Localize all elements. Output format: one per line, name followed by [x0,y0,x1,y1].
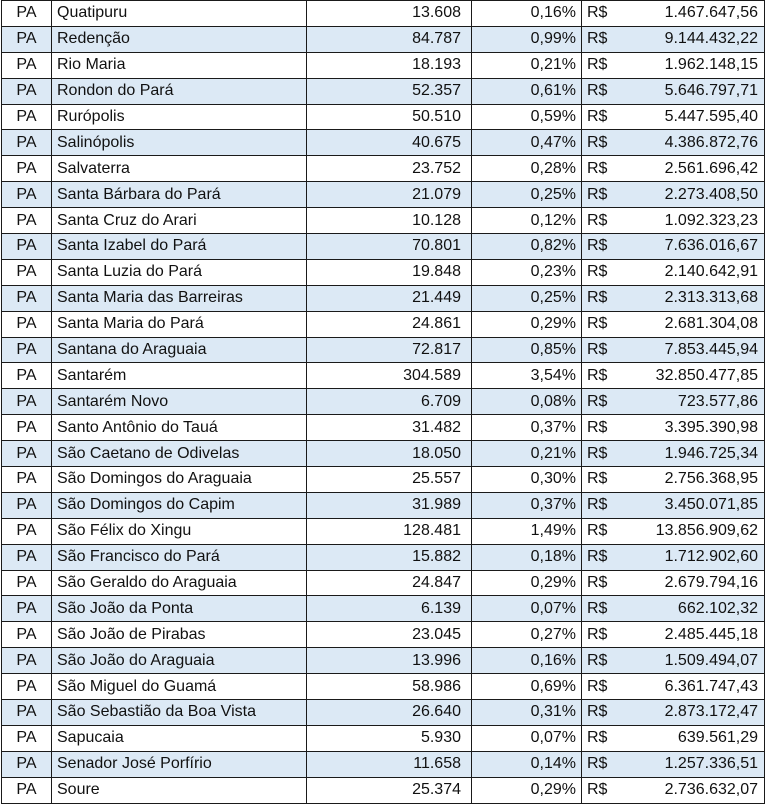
percentage-cell: 0,69% [472,674,582,700]
amount-cell: 2.681.304,08 [629,311,765,337]
state-cell: PA [2,389,52,415]
amount-cell: 4.386.872,76 [629,130,765,156]
table-row [2,285,765,311]
currency-cell: R$ [582,311,629,337]
amount-cell: 3.395.390,98 [629,415,765,441]
population-cell: 18.050 [307,441,472,467]
municipality-cell: Santana do Araguaia [52,337,307,363]
state-cell: PA [2,156,52,182]
amount-cell: 6.361.747,43 [629,674,765,700]
population-cell: 18.193 [307,52,472,78]
table-row [2,337,765,363]
currency-cell: R$ [582,622,629,648]
currency-cell: R$ [582,130,629,156]
population-cell: 5.930 [307,725,472,751]
amount-cell: 3.450.071,85 [629,492,765,518]
amount-cell: 1.712.902,60 [629,544,765,570]
municipality-cell: Santa Izabel do Pará [52,234,307,260]
state-cell: PA [2,285,52,311]
municipality-cell: Soure [52,777,307,803]
table-row [2,700,765,726]
population-cell: 25.557 [307,467,472,493]
percentage-cell: 0,07% [472,725,582,751]
amount-cell: 2.756.368,95 [629,467,765,493]
amount-cell: 723.577,86 [629,389,765,415]
amount-cell: 2.736.632,07 [629,777,765,803]
state-cell: PA [2,78,52,104]
population-cell: 21.079 [307,182,472,208]
state-cell: PA [2,130,52,156]
state-cell: PA [2,208,52,234]
percentage-cell: 0,14% [472,751,582,777]
percentage-cell: 0,07% [472,596,582,622]
table-row [2,156,765,182]
municipality-cell: Santa Maria das Barreiras [52,285,307,311]
population-cell: 58.986 [307,674,472,700]
amount-cell: 639.561,29 [629,725,765,751]
amount-cell: 32.850.477,85 [629,363,765,389]
percentage-cell: 0,29% [472,311,582,337]
population-cell: 19.848 [307,259,472,285]
table-row [2,648,765,674]
currency-cell: R$ [582,389,629,415]
population-cell: 304.589 [307,363,472,389]
population-cell: 13.996 [307,648,472,674]
percentage-cell: 0,99% [472,26,582,52]
state-cell: PA [2,311,52,337]
table-row [2,596,765,622]
state-cell: PA [2,415,52,441]
currency-cell: R$ [582,674,629,700]
table-body [2,1,765,804]
state-cell: PA [2,570,52,596]
table-row [2,104,765,130]
percentage-cell: 3,54% [472,363,582,389]
table-row [2,26,765,52]
currency-cell: R$ [582,751,629,777]
municipality-cell: Santa Maria do Pará [52,311,307,337]
table-row [2,311,765,337]
percentage-cell: 0,28% [472,156,582,182]
municipality-cell: Quatipuru [52,1,307,27]
state-cell: PA [2,674,52,700]
municipality-cell: São Miguel do Guamá [52,674,307,700]
municipality-cell: Sapucaia [52,725,307,751]
amount-cell: 2.140.642,91 [629,259,765,285]
population-cell: 72.817 [307,337,472,363]
percentage-cell: 0,82% [472,234,582,260]
currency-cell: R$ [582,156,629,182]
table-row [2,363,765,389]
percentage-cell: 0,23% [472,259,582,285]
amount-cell: 1.257.336,51 [629,751,765,777]
percentage-cell: 0,47% [472,130,582,156]
percentage-cell: 0,37% [472,415,582,441]
table-row [2,674,765,700]
table-row [2,544,765,570]
state-cell: PA [2,467,52,493]
percentage-cell: 0,21% [472,52,582,78]
currency-cell: R$ [582,700,629,726]
table-row [2,751,765,777]
currency-cell: R$ [582,518,629,544]
population-cell: 84.787 [307,26,472,52]
percentage-cell: 0,25% [472,182,582,208]
percentage-cell: 0,61% [472,78,582,104]
municipality-cell: São João da Ponta [52,596,307,622]
amount-cell: 2.561.696,42 [629,156,765,182]
currency-cell: R$ [582,285,629,311]
state-cell: PA [2,751,52,777]
municipality-cell: Santa Bárbara do Pará [52,182,307,208]
state-cell: PA [2,1,52,27]
table-row [2,182,765,208]
population-cell: 31.482 [307,415,472,441]
table-row [2,259,765,285]
amount-cell: 7.636.016,67 [629,234,765,260]
population-cell: 13.608 [307,1,472,27]
municipality-cell: São João de Pirabas [52,622,307,648]
state-cell: PA [2,441,52,467]
municipality-cell: Santarém [52,363,307,389]
table-row [2,622,765,648]
table-row [2,1,765,27]
percentage-cell: 0,08% [472,389,582,415]
municipality-cell: São Caetano de Odivelas [52,441,307,467]
population-cell: 24.861 [307,311,472,337]
currency-cell: R$ [582,234,629,260]
municipality-cell: São Sebastião da Boa Vista [52,700,307,726]
percentage-cell: 0,29% [472,570,582,596]
percentage-cell: 0,31% [472,700,582,726]
currency-cell: R$ [582,182,629,208]
table-row [2,467,765,493]
municipality-cell: Salinópolis [52,130,307,156]
amount-cell: 2.313.313,68 [629,285,765,311]
table-row [2,492,765,518]
percentage-cell: 0,27% [472,622,582,648]
municipality-cell: Santarém Novo [52,389,307,415]
currency-cell: R$ [582,777,629,803]
currency-cell: R$ [582,259,629,285]
currency-cell: R$ [582,337,629,363]
amount-cell: 1.509.494,07 [629,648,765,674]
municipality-cell: Senador José Porfírio [52,751,307,777]
currency-cell: R$ [582,1,629,27]
municipality-cell: São Domingos do Araguaia [52,467,307,493]
amount-cell: 2.485.445,18 [629,622,765,648]
currency-cell: R$ [582,363,629,389]
state-cell: PA [2,182,52,208]
currency-cell: R$ [582,570,629,596]
municipality-cell: São Geraldo do Araguaia [52,570,307,596]
state-cell: PA [2,234,52,260]
percentage-cell: 0,18% [472,544,582,570]
percentage-cell: 0,30% [472,467,582,493]
percentage-cell: 0,21% [472,441,582,467]
table-row [2,441,765,467]
currency-cell: R$ [582,415,629,441]
municipality-cell: São João do Araguaia [52,648,307,674]
population-cell: 25.374 [307,777,472,803]
currency-cell: R$ [582,492,629,518]
amount-cell: 1.467.647,56 [629,1,765,27]
municipality-cell: São Félix do Xingu [52,518,307,544]
state-cell: PA [2,52,52,78]
population-cell: 24.847 [307,570,472,596]
state-cell: PA [2,725,52,751]
table-row [2,130,765,156]
currency-cell: R$ [582,52,629,78]
population-cell: 50.510 [307,104,472,130]
state-cell: PA [2,777,52,803]
state-cell: PA [2,259,52,285]
currency-cell: R$ [582,441,629,467]
population-cell: 6.709 [307,389,472,415]
population-cell: 6.139 [307,596,472,622]
state-cell: PA [2,596,52,622]
population-cell: 11.658 [307,751,472,777]
table-row [2,234,765,260]
population-cell: 70.801 [307,234,472,260]
population-cell: 23.752 [307,156,472,182]
currency-cell: R$ [582,725,629,751]
amount-cell: 9.144.432,22 [629,26,765,52]
population-cell: 40.675 [307,130,472,156]
amount-cell: 1.962.148,15 [629,52,765,78]
percentage-cell: 1,49% [472,518,582,544]
percentage-cell: 0,16% [472,1,582,27]
amount-cell: 1.092.323,23 [629,208,765,234]
municipality-table [1,0,765,804]
currency-cell: R$ [582,596,629,622]
municipality-cell: Santo Antônio do Tauá [52,415,307,441]
percentage-cell: 0,37% [472,492,582,518]
state-cell: PA [2,648,52,674]
amount-cell: 5.646.797,71 [629,78,765,104]
municipality-cell: Santa Cruz do Arari [52,208,307,234]
state-cell: PA [2,700,52,726]
state-cell: PA [2,492,52,518]
table-row [2,777,765,803]
table-row [2,52,765,78]
population-cell: 26.640 [307,700,472,726]
population-cell: 15.882 [307,544,472,570]
table-row [2,389,765,415]
table-row [2,208,765,234]
currency-cell: R$ [582,78,629,104]
table-row [2,570,765,596]
table-row [2,415,765,441]
state-cell: PA [2,337,52,363]
population-cell: 31.989 [307,492,472,518]
table-row [2,78,765,104]
currency-cell: R$ [582,26,629,52]
currency-cell: R$ [582,648,629,674]
amount-cell: 1.946.725,34 [629,441,765,467]
percentage-cell: 0,25% [472,285,582,311]
amount-cell: 662.102,32 [629,596,765,622]
state-cell: PA [2,622,52,648]
municipality-cell: Santa Luzia do Pará [52,259,307,285]
municipality-cell: São Domingos do Capim [52,492,307,518]
percentage-cell: 0,29% [472,777,582,803]
state-cell: PA [2,26,52,52]
percentage-cell: 0,85% [472,337,582,363]
percentage-cell: 0,16% [472,648,582,674]
population-cell: 128.481 [307,518,472,544]
municipality-cell: São Francisco do Pará [52,544,307,570]
population-cell: 23.045 [307,622,472,648]
table-row [2,518,765,544]
currency-cell: R$ [582,467,629,493]
amount-cell: 2.873.172,47 [629,700,765,726]
currency-cell: R$ [582,104,629,130]
state-cell: PA [2,104,52,130]
municipality-cell: Rio Maria [52,52,307,78]
percentage-cell: 0,59% [472,104,582,130]
population-cell: 21.449 [307,285,472,311]
municipality-cell: Rondon do Pará [52,78,307,104]
currency-cell: R$ [582,208,629,234]
state-cell: PA [2,363,52,389]
percentage-cell: 0,12% [472,208,582,234]
amount-cell: 2.679.794,16 [629,570,765,596]
currency-cell: R$ [582,544,629,570]
municipality-cell: Salvaterra [52,156,307,182]
table-row [2,725,765,751]
amount-cell: 5.447.595,40 [629,104,765,130]
amount-cell: 2.273.408,50 [629,182,765,208]
population-cell: 10.128 [307,208,472,234]
state-cell: PA [2,544,52,570]
amount-cell: 13.856.909,62 [629,518,765,544]
amount-cell: 7.853.445,94 [629,337,765,363]
state-cell: PA [2,518,52,544]
municipality-cell: Redenção [52,26,307,52]
population-cell: 52.357 [307,78,472,104]
municipality-cell: Rurópolis [52,104,307,130]
